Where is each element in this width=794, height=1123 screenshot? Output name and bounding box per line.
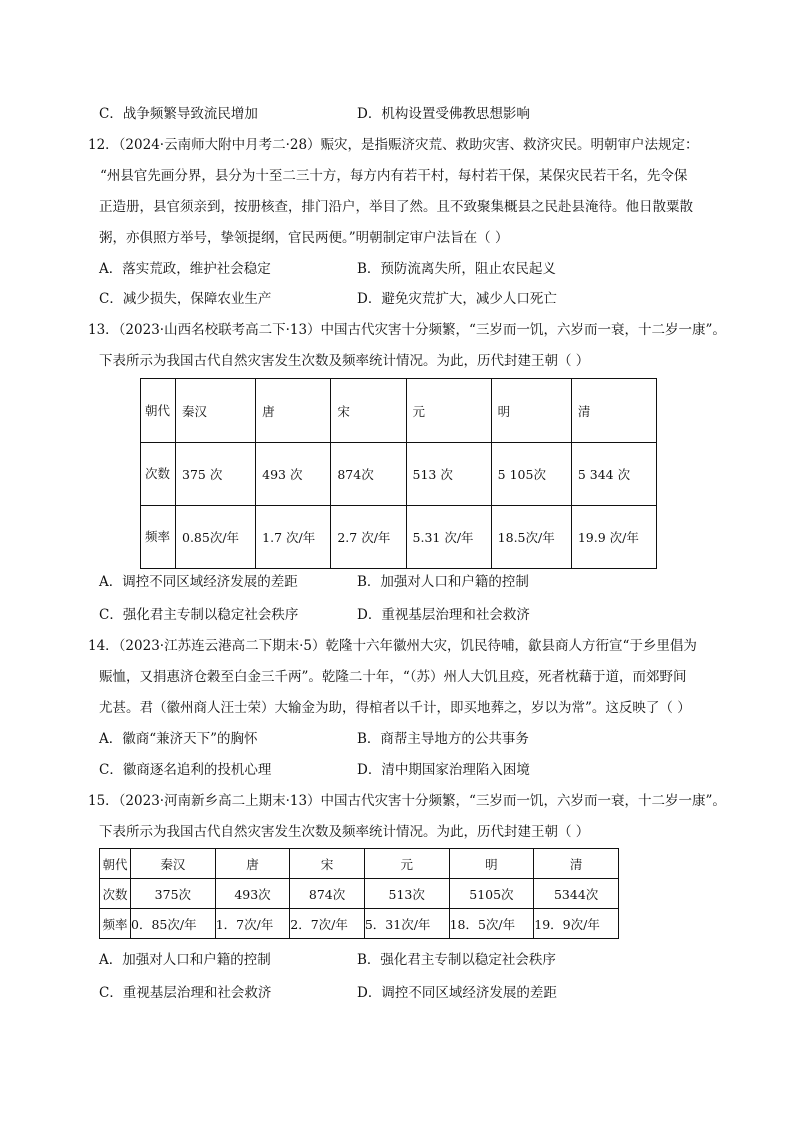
table-cell: 元 bbox=[406, 379, 491, 443]
table-row bbox=[141, 443, 657, 506]
q15-option-a: A．加强对人口和户籍的控制 bbox=[99, 952, 271, 968]
table-cell: 清 bbox=[571, 379, 656, 443]
table-cell: 874次 bbox=[290, 879, 365, 909]
table-cell: 明 bbox=[491, 379, 571, 443]
q11-option-c: C．战争频繁导致流民增加 bbox=[99, 106, 258, 122]
table-cell: 0．85次/年 bbox=[131, 909, 216, 939]
q12-body-line: “州县官先画分界，县分为十至二三十方，每方内有若干村，每村若干保，某保灾民若干名，先令保 bbox=[100, 168, 688, 184]
table-cell: 秦汉 bbox=[131, 849, 216, 879]
table-cell: 元 bbox=[364, 849, 449, 879]
table-row bbox=[100, 909, 619, 939]
table-row-label: 频率 bbox=[100, 909, 131, 939]
q15-heading: 15．（2023·河南新乡高二上期末·13）中国古代灾害十分频繁，“三岁而一饥，六岁而一衰，十二岁一康”。 bbox=[88, 793, 726, 809]
table-cell: 19.9 次/年 bbox=[571, 506, 656, 569]
table-row-label: 朝代 bbox=[100, 849, 131, 879]
q13-option-b: B．加强对人口和户籍的控制 bbox=[357, 574, 529, 590]
table-row bbox=[141, 506, 657, 569]
q12-heading: 12．（2024·云南师大附中月考二·28）赈灾，是指赈济灾荒、救助灾害、救济灾民。明朝审户法规定： bbox=[88, 137, 699, 153]
table-cell: 493次 bbox=[215, 879, 290, 909]
table-cell: 唐 bbox=[215, 849, 290, 879]
q12-option-d: D．避免灾荒扩大，减少人口死亡 bbox=[357, 291, 557, 307]
q14-option-a: A．徽商“兼济天下”的胸怀 bbox=[99, 731, 258, 747]
table-cell: 明 bbox=[449, 849, 534, 879]
q15-body: 下表所示为我国古代自然灾害发生次数及频率统计情况。为此，历代封建王朝（ ） bbox=[99, 824, 590, 840]
table-cell: 18．5次/年 bbox=[449, 909, 534, 939]
table-cell: 874次 bbox=[331, 443, 406, 506]
table-cell: 0.85次/年 bbox=[176, 506, 256, 569]
q14-body-line: 赈恤，又捐惠济仓穀至白金三千两”。乾隆二十年，“（苏）州人大饥且疫，死者枕藉于道，而郊野间 bbox=[99, 669, 687, 685]
table-cell: 375次 bbox=[131, 879, 216, 909]
q11-option-d: D．机构设置受佛教思想影响 bbox=[357, 106, 530, 122]
q15-option-d: D．调控不同区域经济发展的差距 bbox=[357, 985, 557, 1001]
table-row-label: 频率 bbox=[141, 506, 176, 569]
q13-heading: 13．（2023·山西名校联考高二下·13）中国古代灾害十分频繁，“三岁而一饥，六岁而一衰，十二岁一康”。 bbox=[88, 322, 726, 338]
q13-option-c: C．强化君主专制以稳定社会秩序 bbox=[99, 607, 299, 623]
q13-body: 下表所示为我国古代自然灾害发生次数及频率统计情况。为此，历代封建王朝（ ） bbox=[99, 353, 590, 369]
table-row-label: 朝代 bbox=[141, 379, 176, 443]
table-row-label: 次数 bbox=[141, 443, 176, 506]
table-row-label: 次数 bbox=[100, 879, 131, 909]
table-cell: 19．9次/年 bbox=[534, 909, 619, 939]
table-row bbox=[100, 879, 619, 909]
q12-option-a: A．落实荒政，维护社会稳定 bbox=[99, 261, 271, 277]
table-cell: 18.5次/年 bbox=[491, 506, 571, 569]
q13-option-d: D．重视基层治理和社会救济 bbox=[357, 607, 530, 623]
table-cell: 1．7次/年 bbox=[215, 909, 290, 939]
q14-option-c: C．徽商逐名追利的投机心理 bbox=[99, 762, 272, 778]
table-cell: 513 次 bbox=[406, 443, 491, 506]
q14-option-d: D．清中期国家治理陷入困境 bbox=[357, 762, 530, 778]
q12-option-b: B．预防流离失所，阻止农民起义 bbox=[357, 261, 556, 277]
table-cell: 5 344 次 bbox=[571, 443, 656, 506]
q15-option-c: C．重视基层治理和社会救济 bbox=[99, 985, 272, 1001]
table-cell: 513次 bbox=[364, 879, 449, 909]
table-row bbox=[100, 849, 619, 879]
table-cell: 清 bbox=[534, 849, 619, 879]
table-cell: 宋 bbox=[290, 849, 365, 879]
q13-option-a: A．调控不同区域经济发展的差距 bbox=[99, 574, 298, 590]
table-cell: 宋 bbox=[331, 379, 406, 443]
q15-option-b: B．强化君主专制以稳定社会秩序 bbox=[357, 952, 556, 968]
q14-heading: 14．（2023·江苏连云港高二下期末·5）乾隆十六年徽州大灾，饥民待哺，歙县商人方衎宣“于乡里倡为 bbox=[88, 638, 697, 654]
q14-option-b: B．商帮主导地方的公共事务 bbox=[357, 731, 529, 747]
table-cell: 唐 bbox=[256, 379, 331, 443]
table-cell: 5．31次/年 bbox=[364, 909, 449, 939]
q14-body-line: 尤甚。君（徽州商人汪士荣）大输金为助，得棺者以千计，即买地葬之，岁以为常”。这反映了（ ） bbox=[99, 700, 691, 716]
q13-disaster-table bbox=[140, 378, 657, 569]
table-cell: 375 次 bbox=[176, 443, 256, 506]
q12-body-line: 正造册，县官须亲到，按册核查，排门沿户，举目了然。且不致聚集概县之民赴县淹待。他日散粟散 bbox=[99, 199, 693, 215]
table-cell: 493 次 bbox=[256, 443, 331, 506]
q12-body-line: 粥，亦俱照方举号，挚领提纲，官民两便。”明朝制定审户法旨在（ ） bbox=[99, 230, 509, 246]
table-cell: 秦汉 bbox=[176, 379, 256, 443]
table-cell: 2．7次/年 bbox=[290, 909, 365, 939]
q12-option-c: C．减少损失，保障农业生产 bbox=[99, 291, 272, 307]
table-cell: 5105次 bbox=[449, 879, 534, 909]
table-cell: 2.7 次/年 bbox=[331, 506, 406, 569]
table-cell: 5 105次 bbox=[491, 443, 571, 506]
table-cell: 1.7 次/年 bbox=[256, 506, 331, 569]
q15-disaster-table bbox=[99, 848, 619, 939]
table-cell: 5.31 次/年 bbox=[406, 506, 491, 569]
table-row bbox=[141, 379, 657, 443]
table-cell: 5344次 bbox=[534, 879, 619, 909]
